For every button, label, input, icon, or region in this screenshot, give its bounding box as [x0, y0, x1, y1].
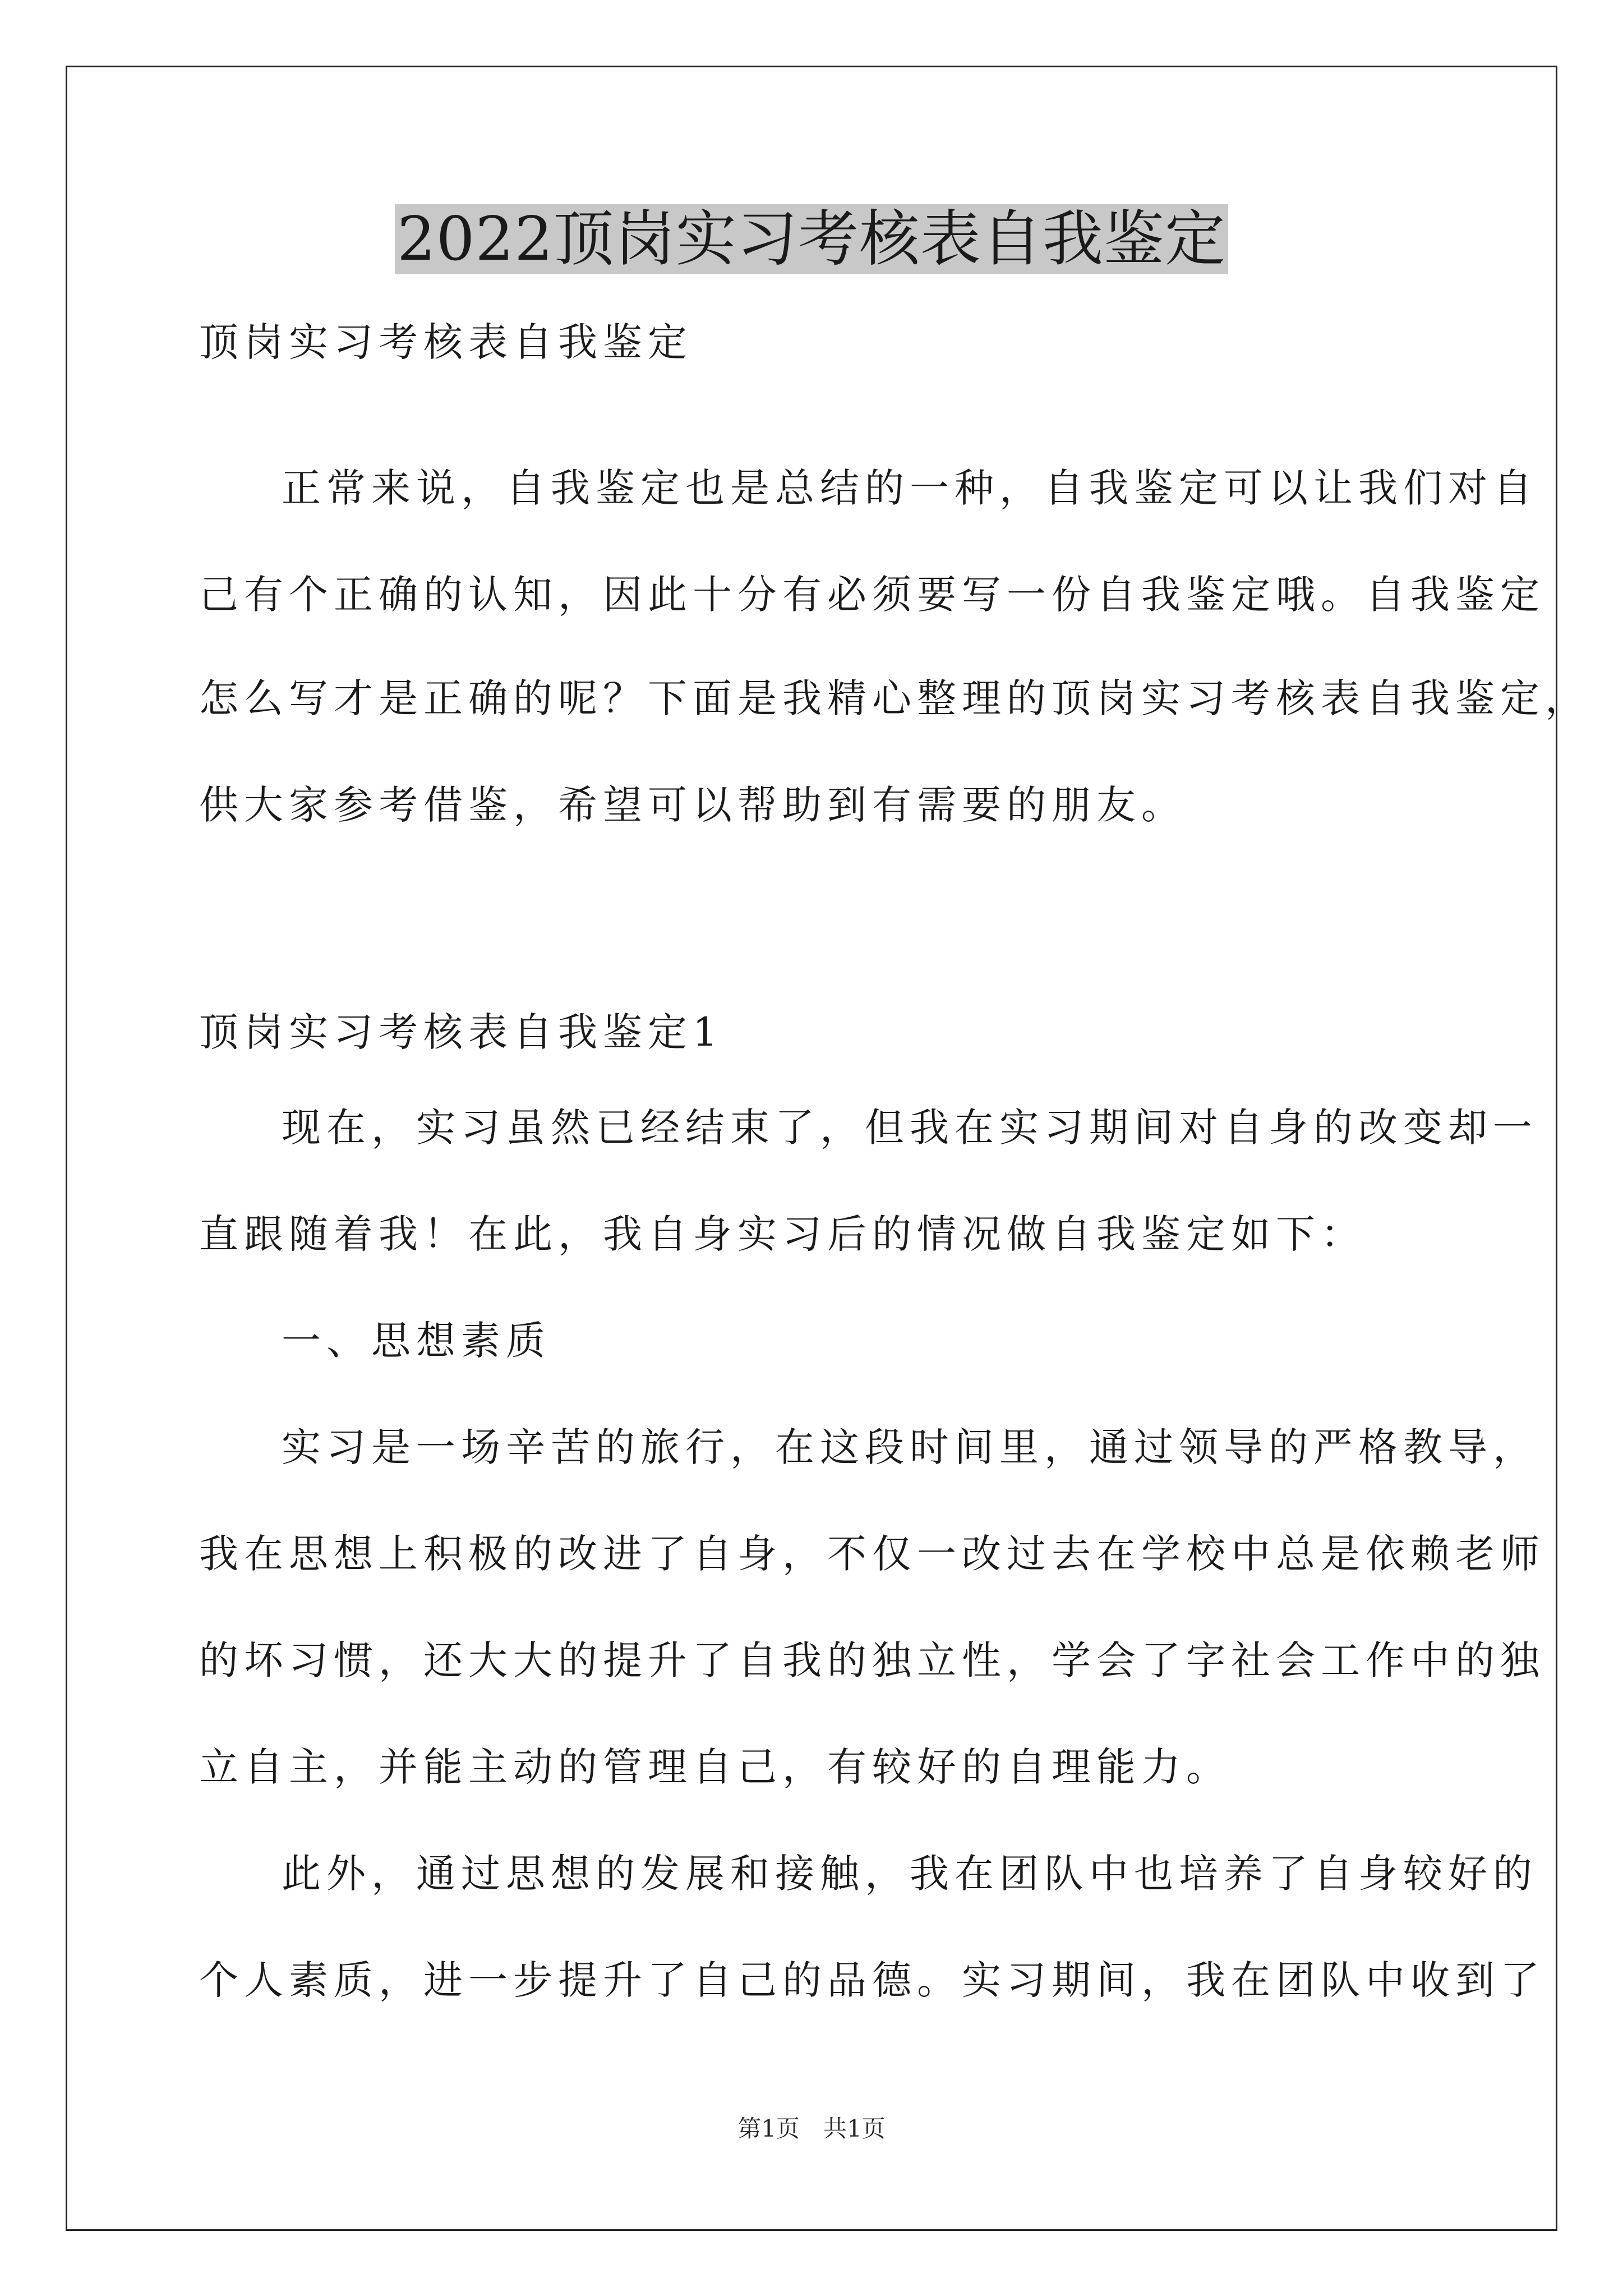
paragraph-line: 我在思想上积极的改进了自身，不仅一改过去在学校中总是依赖老师 [199, 1531, 1545, 1577]
paragraph-line: 个人素质，进一步提升了自己的品德。实习期间，我在团队中收到了 [199, 1957, 1545, 2003]
section-heading: 顶岗实习考核表自我鉴定 [199, 319, 693, 365]
paragraph-line: 正常来说，自我鉴定也是总结的一种，自我鉴定可以让我们对自 [282, 465, 1538, 511]
paragraph-line: 己有个正确的认知，因此十分有必须要写一份自我鉴定哦。自我鉴定 [199, 572, 1545, 618]
document-title-text: 2022顶岗实习考核表自我鉴定 [395, 204, 1228, 274]
paragraph-line: 此外，通过思想的发展和接触，我在团队中也培养了自身较好的 [282, 1851, 1538, 1897]
subsection-heading: 一、思想素质 [282, 1318, 551, 1364]
paragraph-line: 怎么写才是正确的呢？下面是我精心整理的顶岗实习考核表自我鉴定， [199, 675, 1590, 721]
section-heading: 顶岗实习考核表自我鉴定1 [199, 1009, 723, 1055]
paragraph-line: 直跟随着我！在此，我自身实习后的情况做自我鉴定如下： [199, 1211, 1366, 1257]
page-number-footer: 第1页 共1页 [737, 2115, 886, 2142]
paragraph-line: 供大家参考借鉴，希望可以帮助到有需要的朋友。 [199, 782, 1186, 828]
paragraph-line: 实习是一场辛苦的旅行，在这段时间里，通过领导的严格教导， [282, 1424, 1538, 1470]
document-title [0, 197, 1623, 282]
paragraph-line: 立自主，并能主动的管理自己，有较好的自理能力。 [199, 1744, 1231, 1790]
paragraph-line: 的坏习惯，还大大的提升了自我的独立性，学会了字社会工作中的独 [199, 1637, 1545, 1683]
paragraph-line: 现在，实习虽然已经结束了，但我在实习期间对自身的改变却一 [282, 1105, 1538, 1151]
